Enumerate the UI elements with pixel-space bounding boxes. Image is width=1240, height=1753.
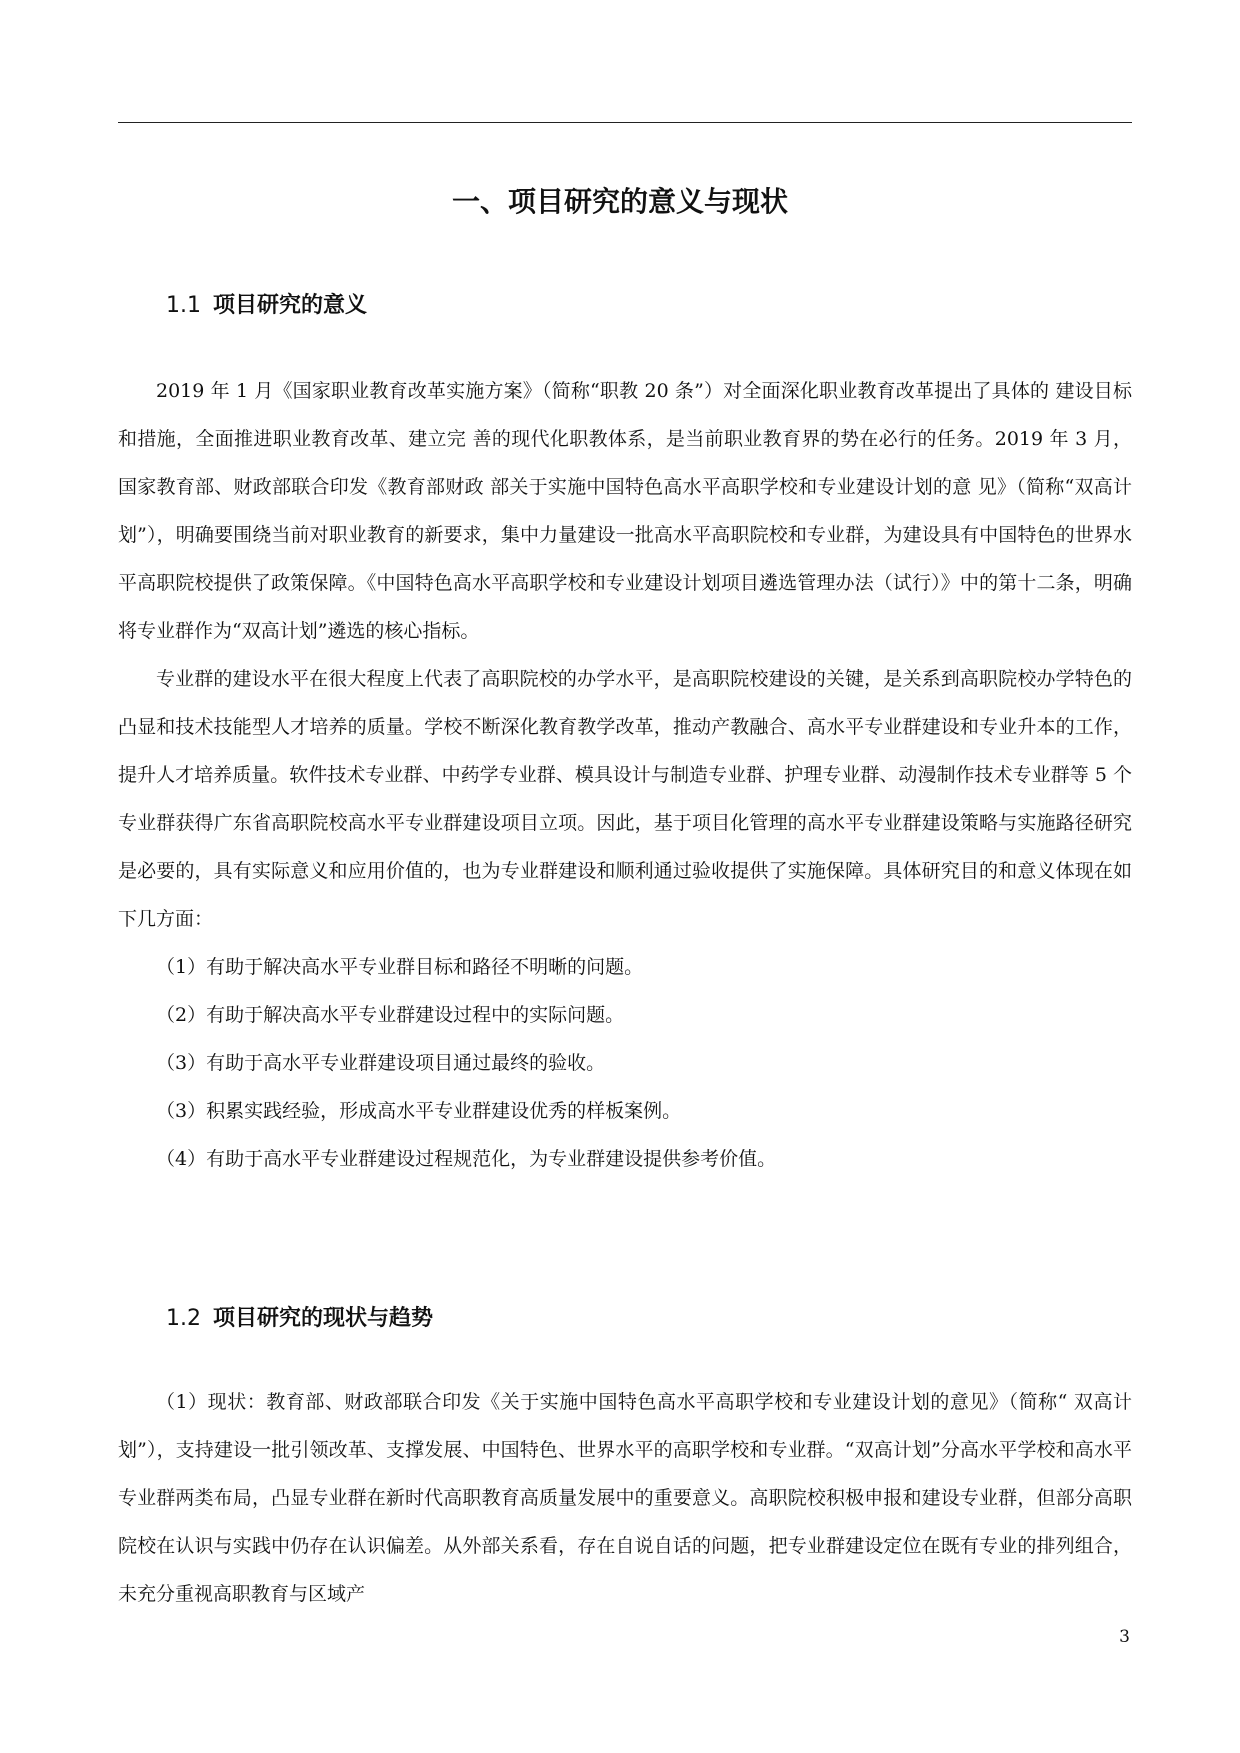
- list-item: （3）积累实践经验，形成高水平专业群建设优秀的样板案例。: [156, 1100, 682, 1122]
- header-rule: [118, 122, 1132, 123]
- list-item: （2）有助于解决高水平专业群建设过程中的实际问题。: [156, 1004, 625, 1026]
- section-number: 1.2: [166, 1306, 201, 1331]
- paragraph: （1）现状：教育部、财政部联合印发《关于实施中国特色高水平高职学校和专业建设计划的意见》（简称“ 双高计划”），支持建设一批引领改革、支撑发展、中国特色、世界水平的高职学校和专业群。“双高计划”分高水平学校和高水平专业群两类布局，凸显专业群在新时代高职教育高质量发展中的重要意义。高职院校积极申报和建设专业群，但部分高职院校在认识与实践中仍存在认识偏差。从外部关系看，存在自说自话的问题，把专业群建设定位在既有专业的排列组合，未充分重视高职教育与区域产: [118, 1391, 1132, 1605]
- page-number: 3: [1119, 1627, 1130, 1647]
- list-item: （1）有助于解决高水平专业群目标和路径不明晰的问题。: [156, 956, 644, 978]
- list-item: （4）有助于高水平专业群建设过程规范化，为专业群建设提供参考价值。: [156, 1148, 777, 1170]
- paragraph: 专业群的建设水平在很大程度上代表了高职院校的办学水平，是高职院校建设的关键，是关系到高职院校办学特色的凸显和技术技能型人才培养的质量。学校不断深化教育教学改革，推动产教融合、高水平专业群建设和专业升本的工作，提升人才培养质量。软件技术专业群、中药学专业群、模具设计与制造专业群、护理专业群、动漫制作技术专业群等 5 个专业群获得广东省高职院校高水平专业群建设项目立项。因此，基于项目化管理的高水平专业群建设策略与实施路径研究是必要的，具有实际意义和应用价值的，也为专业群建设和顺利通过验收提供了实施保障。具体研究目的和意义体现在如下几方面：: [118, 668, 1132, 930]
- list-item: （3）有助于高水平专业群建设项目通过最终的验收。: [156, 1052, 606, 1074]
- section-title: 项目研究的意义: [213, 293, 368, 318]
- section-number: 1.1: [166, 293, 201, 318]
- section-title: 项目研究的现状与趋势: [213, 1306, 434, 1331]
- section-heading-1-2: [166, 1300, 1066, 1338]
- chapter-title: 一、项目研究的意义与现状: [451, 185, 788, 218]
- section-heading-1-1: [166, 287, 1066, 325]
- paragraph: 2019 年 1 月《国家职业教育改革实施方案》（简称“职教 20 条”）对全面深化职业教育改革提出了具体的 建设目标和措施，全面推进职业教育改革、建立完 善的现代化职教体系，是当前职业教育界的势在必行的任务。2019 年 3 月，国家教育部、财政部联合印发《教育部财政 部关于实施中国特色高水平高职学校和专业建设计划的意 见》（简称“双高计划”），明确要围绕当前对职业教育的新要求，集中力量建设一批高水平高职院校和专业群，为建设具有中国特色的世界水平高职院校提供了政策保障。《中国特色高水平高职学校和专业建设计划项目遴选管理办法（试行）》中的第十二条，明确将专业群作为“双高计划”遴选的核心指标。: [118, 380, 1132, 642]
- section-1-2-body: [118, 1378, 1132, 1618]
- section-1-1-body: [118, 367, 1132, 1183]
